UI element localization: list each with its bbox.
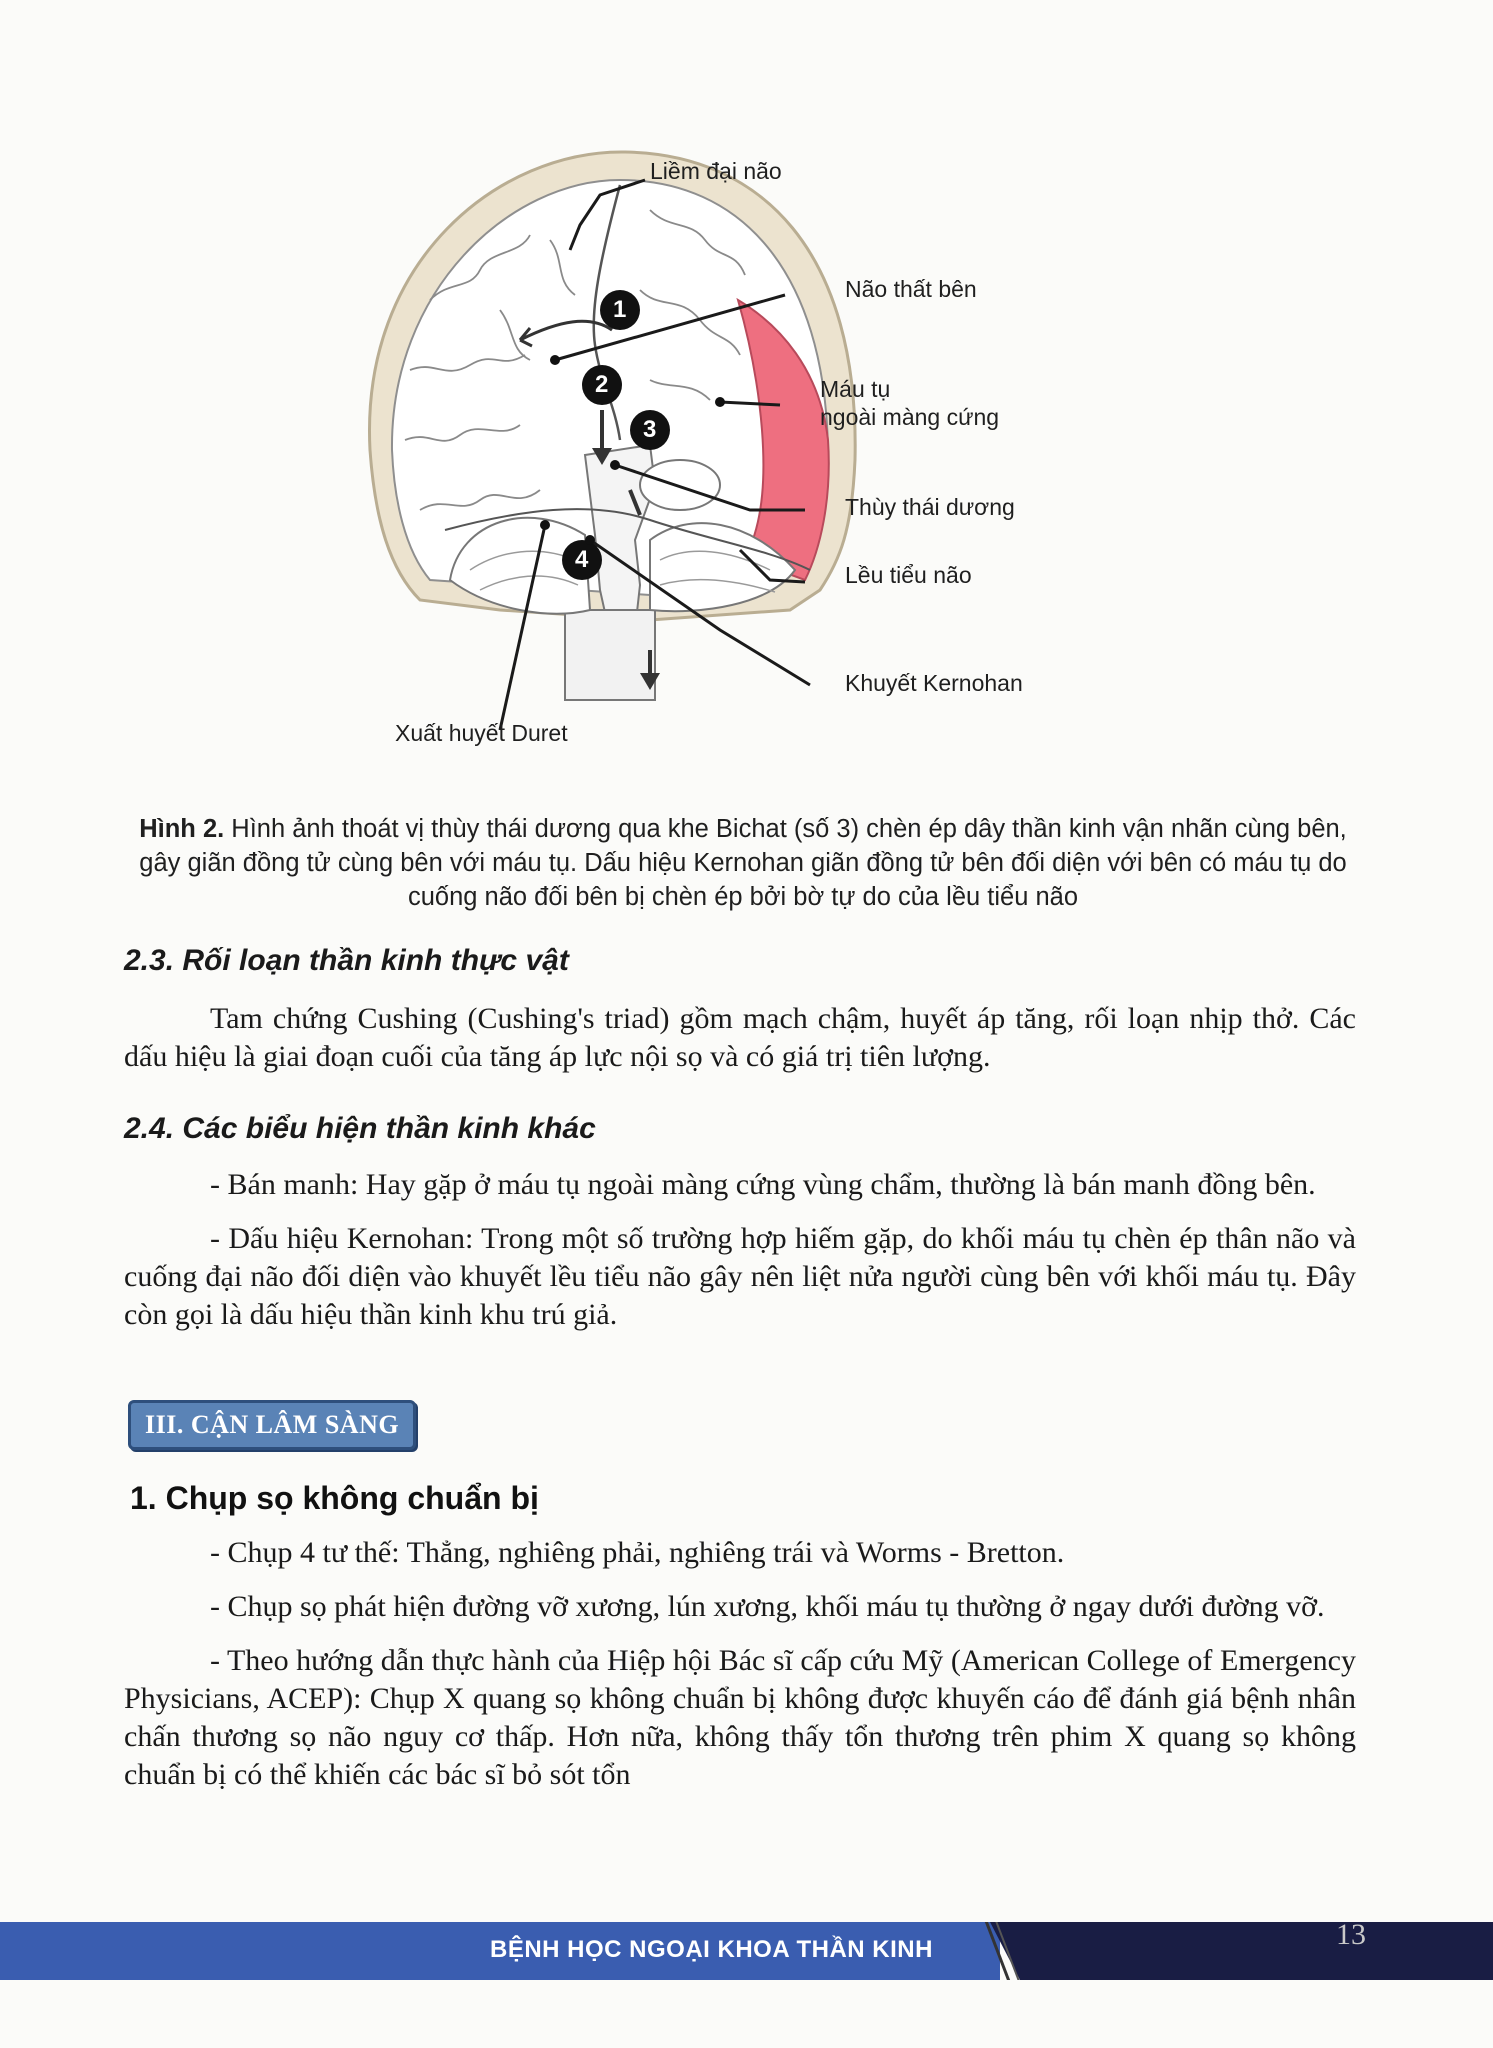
paragraph-cushing: Tam chứng Cushing (Cushing's triad) gồm mạch chậm, huyết áp tăng, rối loạn nhịp thở. Các dấu hiệu là giai đoạn cuối của tăng áp lực nội sọ và có giá trị tiên lượng. — [124, 1002, 1356, 1073]
label-falx: Liềm đại não — [650, 158, 782, 184]
heading-1-skull-xray: 1. Chụp sọ không chuẩn bị — [130, 1480, 539, 1516]
marker-1-label: 1 — [613, 296, 627, 323]
caption-lead: Hình 2. — [139, 815, 225, 843]
paragraph-hemianopia: - Bán manh: Hay gặp ở máu tụ ngoài màng cứng vùng chẩm, thường là bán manh đồng bên. — [210, 1168, 1316, 1201]
section-1-body — [124, 1534, 1356, 1810]
section-2-3-body — [124, 1000, 1356, 1092]
footer-title: BỆNH HỌC NGOẠI KHOA THẦN KINH — [490, 1936, 933, 1963]
heading-2-4: 2.4. Các biểu hiện thần kinh khác — [124, 1112, 596, 1145]
marker-3-label: 3 — [643, 416, 657, 443]
label-tentorium: Lều tiểu não — [845, 562, 972, 588]
paragraph-positions: - Chụp 4 tư thế: Thẳng, nghiêng phải, nghiêng trái và Worms - Bretton. — [210, 1536, 1065, 1569]
page-number: 13 — [1336, 1918, 1366, 1951]
label-duret: Xuất huyết Duret — [395, 720, 568, 746]
brain-herniation-figure — [350, 140, 1090, 760]
section-2-4-body — [124, 1166, 1356, 1350]
paragraph-fracture: - Chụp sọ phát hiện đường vỡ xương, lún xương, khối máu tụ thường ở ngay dưới đường vỡ. — [210, 1590, 1325, 1623]
label-kernohan-notch: Khuyết Kernohan — [845, 670, 1023, 696]
label-hematoma-line2: ngoài màng cứng — [820, 404, 1000, 430]
caption-text: Hình ảnh thoát vị thùy thái dương qua khe Bichat (số 3) chèn ép dây thần kinh vận nhãn cùng bên, gây giãn đồng tử cùng bên với máu tụ. Dấu hiệu Kernohan giãn đồng tử bên đối diện với bên có máu tụ do cuống não đối bên bị chèn ép bởi bờ tự do của lều tiểu não — [139, 815, 1347, 911]
label-lateral-ventricle: Não thất bên — [845, 276, 977, 302]
label-temporal-lobe: Thùy thái dương — [845, 494, 1015, 520]
paragraph-acep: - Theo hướng dẫn thực hành của Hiệp hội Bác sĩ cấp cứu Mỹ (American College of Emergency Physicians, ACEP): Chụp X quang sọ không chuẩn bị không được khuyến cáo để đánh giá bệnh nhân chấn thương sọ não nguy cơ thấp. Hơn nữa, không thấy tổn thương trên phim X quang sọ không chuẩn bị có thể khiến các bác sĩ bỏ sót tổn — [124, 1644, 1356, 1791]
figure-caption — [128, 812, 1358, 914]
marker-2-label: 2 — [595, 371, 609, 398]
label-hematoma-line1: Máu tụ — [820, 376, 891, 402]
brain-diagram — [350, 140, 1090, 760]
paragraph-kernohan: - Dấu hiệu Kernohan: Trong một số trường hợp hiếm gặp, do khối máu tụ chèn ép thân não và cuống đại não đối diện vào khuyết lều tiểu não gây nên liệt nửa người cùng bên với khối máu tụ. Đây còn gọi là dấu hiệu thần kinh khu trú giả. — [124, 1222, 1356, 1331]
heading-2-3: 2.3. Rối loạn thần kinh thực vật — [124, 944, 569, 977]
marker-4-label: 4 — [575, 546, 589, 573]
section-badge-iii: III. CẬN LÂM SÀNG — [128, 1400, 416, 1450]
